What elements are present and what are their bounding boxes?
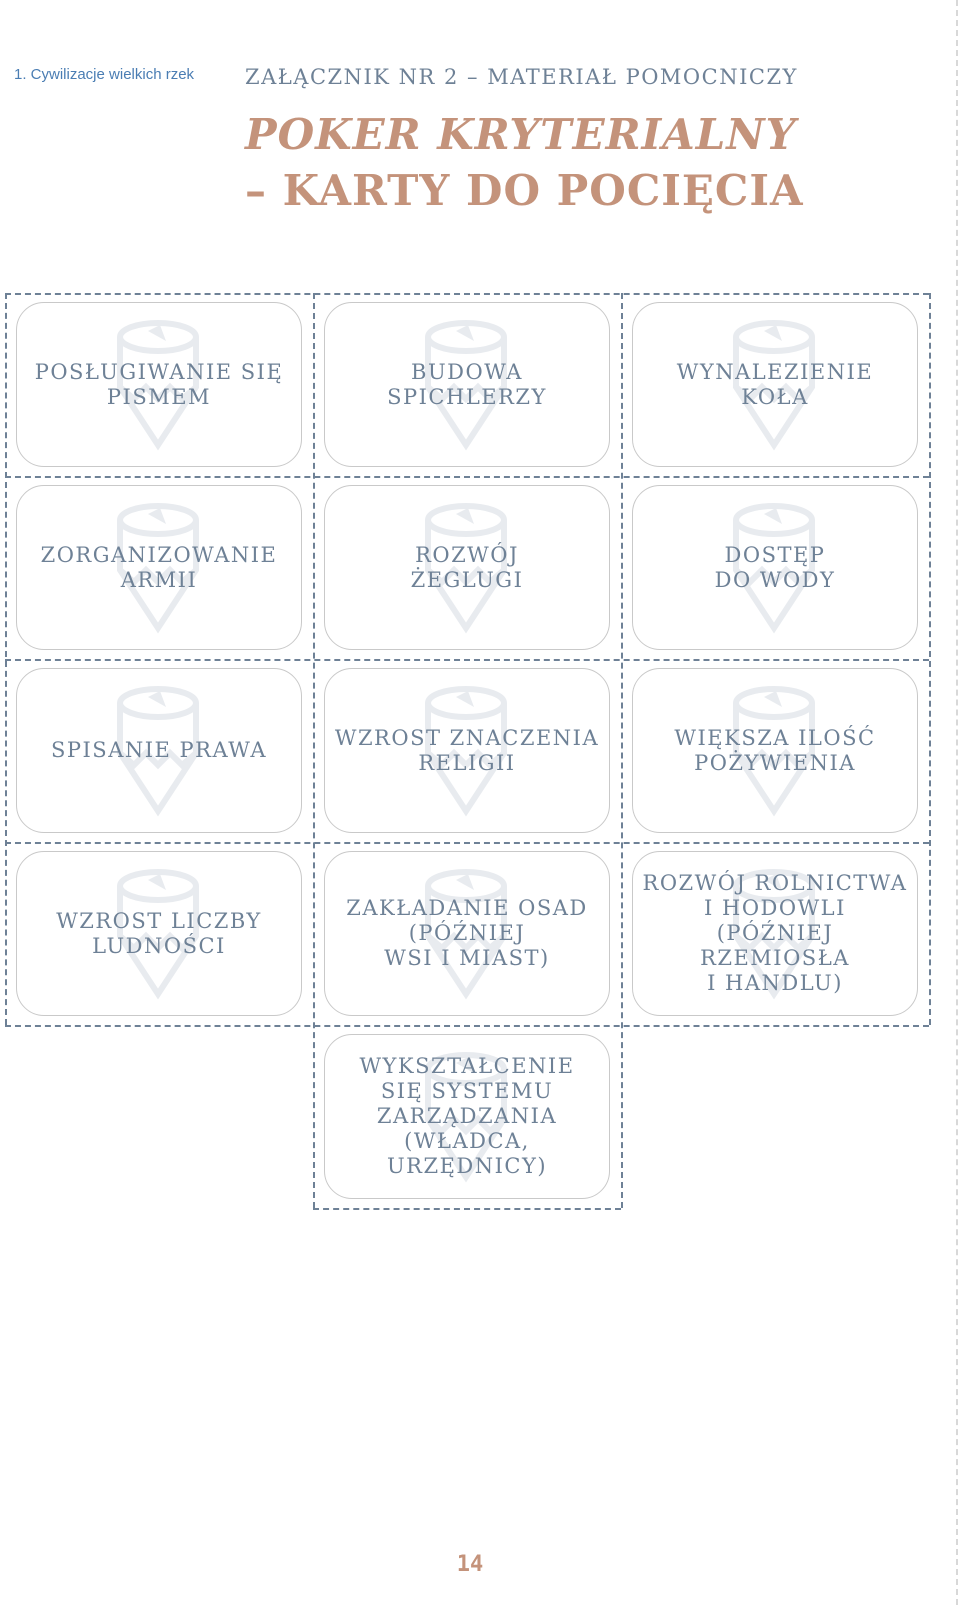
card-label: ROZWÓJ ŻEGLUGI [410, 542, 524, 592]
page-title [245, 107, 804, 219]
card-cell [621, 293, 929, 476]
card-cell [313, 659, 621, 842]
card-grid [5, 293, 929, 1178]
card-label: BUDOWA SPICHLERZY [387, 359, 547, 409]
card-label: WZROST LICZBY LUDNOŚCI [56, 908, 262, 958]
card-label: WIĘKSZA ILOŚĆ POŻYWIENIA [674, 725, 876, 775]
card-label: ZAKŁADANIE OSAD (PÓŹNIEJ WSI I MIAST) [346, 896, 588, 970]
card-label: ROZWÓJ ROLNICTWA I HODOWLI (PÓŹNIEJ RZEMIOSŁA I HANDLU) [642, 871, 908, 995]
card-label: ZORGANIZOWANIE ARMII [40, 542, 278, 592]
card-cell [621, 842, 929, 1025]
criteria-card [324, 1034, 610, 1199]
criteria-card [16, 851, 302, 1016]
card-cell [5, 842, 313, 1025]
criteria-card [324, 302, 610, 467]
criteria-card [16, 485, 302, 650]
page-subtitle: ZAŁĄCZNIK NR 2 – MATERIAŁ POMOCNICZY [245, 65, 798, 89]
criteria-card [632, 485, 918, 650]
card-label: DOSTĘP DO WODY [714, 542, 836, 592]
card-cell [313, 293, 621, 476]
card-label: POSŁUGIWANIE SIĘ PISMEM [34, 359, 284, 409]
card-cell [313, 842, 621, 1025]
card-label: WYKSZTAŁCENIE SIĘ SYSTEMU ZARZĄDZANIA (WŁADCA, URZĘDNICY) [359, 1054, 575, 1178]
criteria-card [632, 851, 918, 1016]
page-title-line2: – KARTY DO POCIĘCIA [245, 166, 804, 215]
criteria-card [324, 485, 610, 650]
criteria-card [16, 302, 302, 467]
card-cell [5, 293, 313, 476]
criteria-card [632, 668, 918, 833]
page-number: 14 [456, 1552, 484, 1577]
cut-line [929, 293, 931, 1025]
criteria-card [632, 302, 918, 467]
card-label: WZROST ZNACZENIA RELIGII [334, 725, 600, 775]
criteria-card [324, 851, 610, 1016]
criteria-card [16, 668, 302, 833]
section-label: 1. Cywilizacje wielkich rzek [14, 66, 195, 83]
card-cell [5, 659, 313, 842]
card-cell [313, 1025, 621, 1208]
card-label: WYNALEZIENIE KOŁA [676, 359, 874, 409]
page-title-line1: POKER KRYTERIALNY [245, 110, 797, 159]
cut-line [313, 1208, 621, 1210]
card-cell [5, 476, 313, 659]
card-cell [313, 476, 621, 659]
card-cell [621, 659, 929, 842]
card-cell [621, 476, 929, 659]
page-edge-cut-line [956, 0, 958, 1605]
card-label: SPISANIE PRAWA [51, 738, 267, 762]
criteria-card [324, 668, 610, 833]
